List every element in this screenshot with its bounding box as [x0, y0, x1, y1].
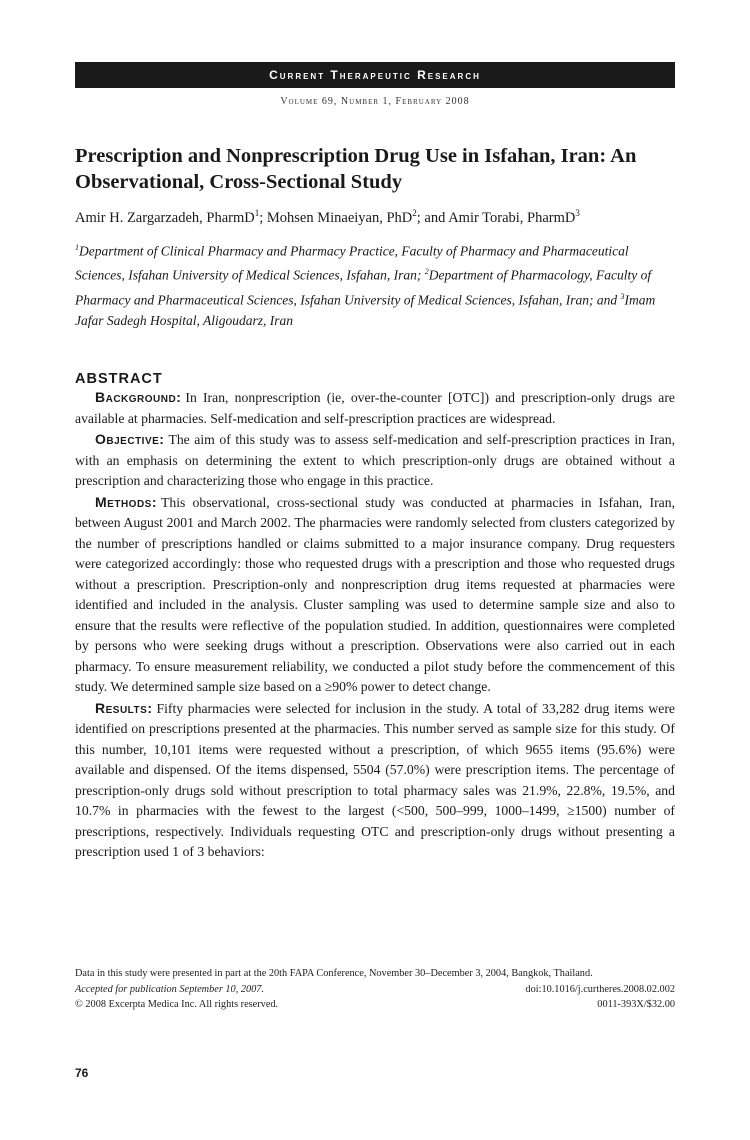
author-sup: 1: [254, 208, 260, 218]
author-name: Mohsen Minaeiyan, PhD: [266, 209, 413, 226]
section-label: Results:: [95, 699, 153, 716]
affiliation-text: Imam Jafar Sadegh Hospital, Aligoudarz, Iran: [75, 292, 656, 329]
accepted-date: Accepted for publication September 10, 2007.: [75, 983, 265, 995]
author-separator: ; and: [416, 209, 449, 226]
footnotes: [75, 966, 675, 1013]
abstract-results: [75, 698, 675, 863]
issn: 0011-393X/$32.00: [597, 999, 675, 1010]
abstract-methods: [75, 492, 675, 698]
author-name: Amir Torabi, PharmD: [448, 209, 576, 226]
author-name: Amir H. Zargarzadeh, PharmD: [75, 209, 255, 226]
journal-name: Current Therapeutic Research: [269, 68, 481, 82]
doi: doi:10.1016/j.curtheres.2008.02.002: [525, 983, 675, 995]
section-text: The aim of this study was to assess self-medication and self-prescription practices in Iran, with an emphasis on determining the extent to which prescription-only drugs are obtained without a prescription and characterizing those who engage in this practice.: [75, 432, 675, 489]
affiliation-text: Department of Clinical Pharmacy and Pharmacy Practice, Faculty of Pharmacy and Pharmaceutical Sciences, Isfahan University of Medical Sciences, Isfahan, Iran;: [75, 243, 629, 283]
affiliation-text: Department of Pharmacology, Faculty of Pharmacy and Pharmaceutical Sciences, Isfahan University of Medical Sciences, Isfahan, Iran; and: [75, 267, 652, 308]
author-sup: 3: [575, 208, 580, 218]
affiliation-sup: 2: [424, 267, 429, 277]
affiliations: [75, 237, 675, 332]
section-label: Objective:: [95, 431, 165, 448]
section-label: Methods:: [95, 493, 157, 510]
section-text: Fifty pharmacies were selected for inclusion in the study. A total of 33,282 drug items were identified on prescriptions presented at the pharmacies. This number served as sample size for this study. Of this number, 10,101 items were requested without a prescription, of which 9655 items (95.6%) were available and dispensed. Of the items dispensed, 5504 (57.0%) were prescription items. The percentage of prescription-only drugs sold without prescription to total pharmacy sales was 21.9%, 22.8%, 19.5%, and 10.7% in pharmacies with the fewest to the largest (<500, 500–999, 1000–1499, ≥1500) number of prescriptions, respectively. Individuals requesting OTC and prescription-only drugs without presenting a prescription used 1 of 3 behaviors:: [75, 700, 675, 860]
section-text: This observational, cross-sectional study was conducted at pharmacies in Isfahan, Iran, between August 2001 and March 2002. The pharmacies were randomly selected from clusters categorized by the number of prescriptions handled or claims submitted to a major insurance company. Drug requesters were categorized accordingly: those who requested drugs with a prescription and those who requested drugs without a prescription. Prescription-only and nonprescription drug items requested at pharmacies were identified and included in the analysis. Cluster sampling was used to determine sample size and also to ensure that the results were reflective of the population studied. In addition, questionnaires were completed by persons who were seeking drugs without a prescription. Observations were also carried out in each pharmacy. To ensure measurement reliability, we conducted a pilot study before the commencement of this study. We determined sample size based on a ≥90% power to detect change.: [75, 494, 675, 695]
section-label: Background:: [95, 389, 182, 406]
presentation-note: Data in this study were presented in part at the 20th FAPA Conference, November 30–December 3, 2004, Bangkok, Thailand.: [75, 968, 593, 979]
copyright: © 2008 Excerpta Medica Inc. All rights reserved.: [75, 999, 279, 1010]
affiliation-sup: 3: [620, 291, 625, 301]
section-text: In Iran, nonprescription (ie, over-the-counter [OTC]) and prescription-only drugs are available at pharmacies. Self-medication and self-prescription practices are widespread.: [75, 390, 675, 426]
footnote-row: [75, 997, 675, 1013]
abstract-background: [75, 387, 675, 429]
journal-header: [75, 62, 675, 88]
article-page: [75, 62, 675, 863]
volume-info: Volume 69, Number 1, February 2008: [280, 96, 470, 107]
abstract-objective: [75, 429, 675, 492]
affiliation-sup: 1: [75, 242, 79, 252]
page-number: 76: [75, 1066, 89, 1080]
author-list: [75, 203, 675, 228]
article-title: Prescription and Nonprescription Drug Use in Isfahan, Iran: An Observational, Cross-Sectional Study: [75, 145, 637, 193]
author-separator: ;: [259, 209, 267, 226]
footnote-row: [75, 982, 675, 998]
author-sup: 2: [412, 208, 417, 218]
abstract-heading: ABSTRACT: [75, 371, 163, 388]
